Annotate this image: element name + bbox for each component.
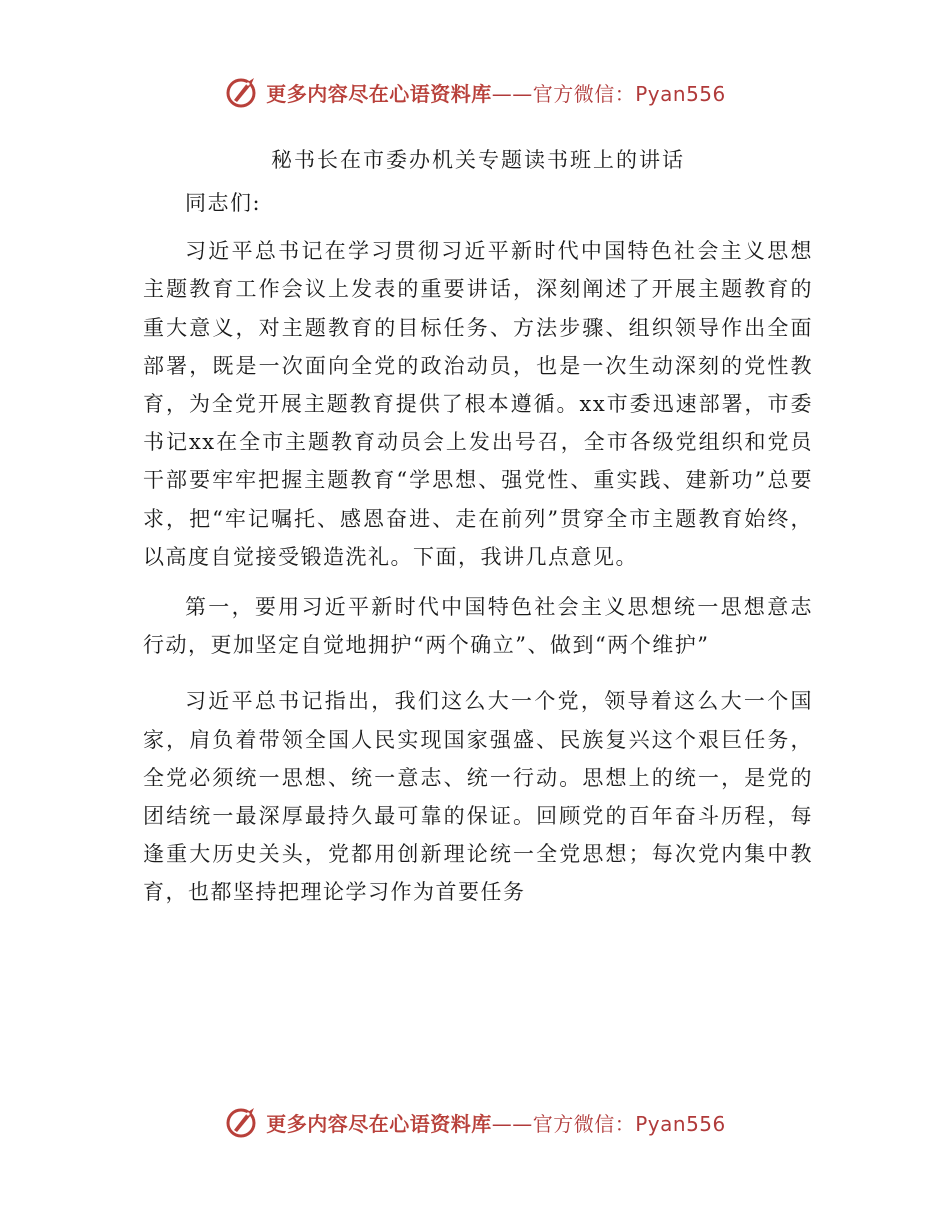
- section-heading: 第一，要用习近平新时代中国特色社会主义思想统一思想意志行动，更加坚定自觉地拥护“两个确立”、做到“两个维护”: [143, 595, 813, 658]
- watermark-separator: ——: [491, 81, 533, 106]
- watermark-wechat-id: Pyan556: [635, 81, 726, 106]
- pen-nib-logo-icon: [224, 74, 260, 110]
- watermark-banner-top: [0, 72, 950, 112]
- watermark-wechat-label: 官方微信：: [532, 1111, 636, 1136]
- paragraph-body: 习近平总书记指出，我们这么大一个党，领导着这么大一个国家，肩负着带领全国人民实现国家强盛、民族复兴这个艰巨任务，全党必须统一思想、统一意志、统一行动。思想上的统一，是党的团结统一最深厚最持久最可靠的保证。回顾党的百年奋斗历程，每逢重大历史关头，党都用创新理论统一全党思想；每次党内集中教育，也都坚持把理论学习作为首要任务: [143, 689, 813, 905]
- document-title: 秘书长在市委办机关专题读书班上的讲话: [271, 148, 685, 172]
- paragraph-intro: 习近平总书记在学习贯彻习近平新时代中国特色社会主义思想主题教育工作会议上发表的重要讲话，深刻阐述了开展主题教育的重大意义，对主题教育的目标任务、方法步骤、组织领导作出全面部署，既是一次面向全党的政治动员，也是一次生动深刻的党性教育，为全党开展主题教育提供了根本遵循。xx市委迅速部署，市委书记xx在全市主题教育动员会上发出号召，全市各级党组织和党员干部要牢牢把握主题教育“学思想、强党性、重实践、建新功”总要求，把“牢记嘱托、感恩奋进、走在前列”贯穿全市主题教育始终，以高度自觉接受锻造洗礼。下面，我讲几点意见。: [143, 239, 813, 569]
- watermark-separator: ——: [491, 1111, 533, 1136]
- document-page: [143, 142, 813, 924]
- watermark-banner-bottom: [0, 1102, 950, 1142]
- watermark-wechat-label: 官方微信：: [532, 81, 636, 106]
- pen-nib-logo-icon: [224, 1104, 260, 1140]
- watermark-text: [266, 78, 726, 107]
- greeting: 同志们:: [185, 191, 262, 215]
- watermark-wechat-id: Pyan556: [635, 1111, 726, 1136]
- watermark-main-text: 更多内容尽在心语资料库: [266, 1111, 492, 1136]
- watermark-text: [266, 1108, 726, 1137]
- watermark-main-text: 更多内容尽在心语资料库: [266, 81, 492, 106]
